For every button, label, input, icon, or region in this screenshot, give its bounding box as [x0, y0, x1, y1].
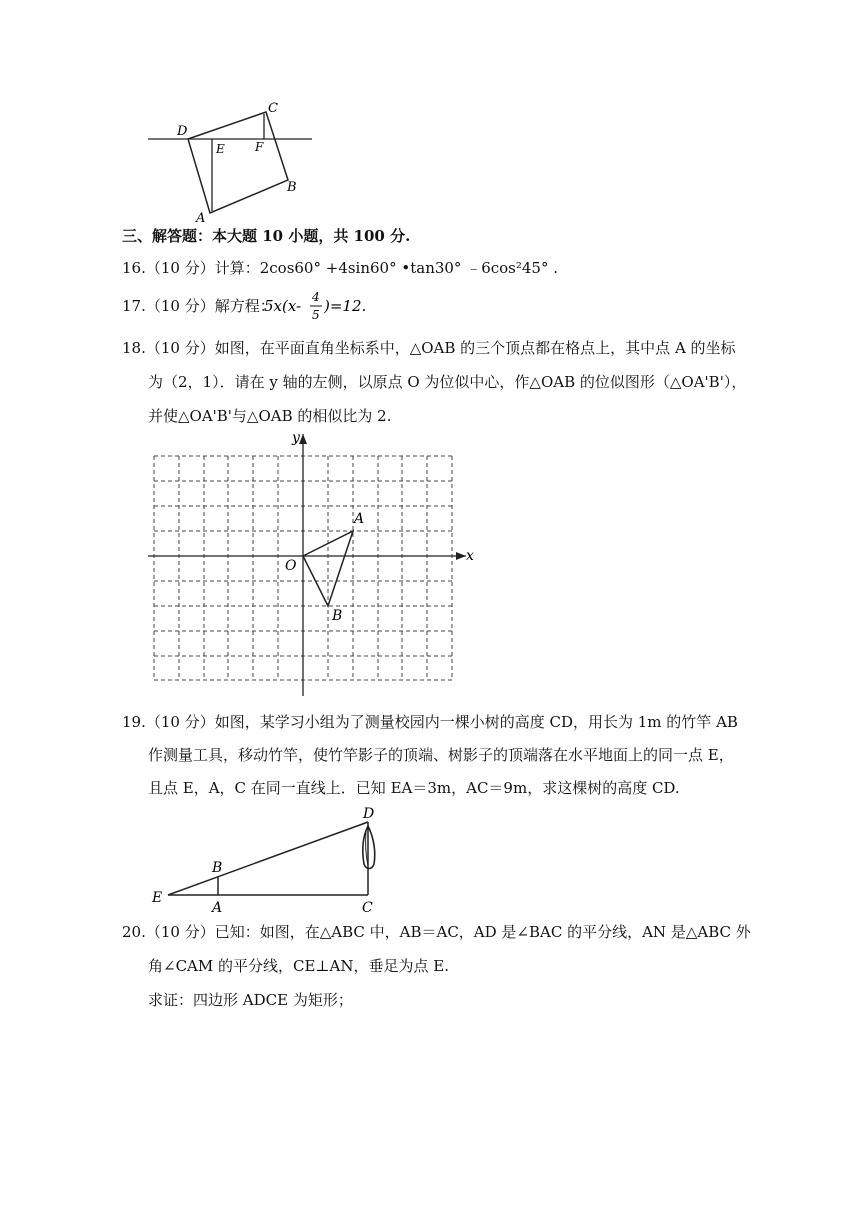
- fig19-label-b: B: [212, 860, 223, 876]
- q17-number: 17.: [122, 297, 146, 315]
- q17-text: 解方程：: [214, 297, 275, 315]
- q18-score: （10 分）: [145, 339, 215, 357]
- q16-score: （10 分）: [145, 259, 215, 277]
- q16-number: 16.: [122, 259, 146, 277]
- q19-number: 19.: [122, 713, 146, 731]
- svg-text:)=12.: )=12.: [324, 297, 367, 315]
- question-18-line-3: 并使△OA'B'与△OAB 的相似比为 2.: [148, 407, 392, 425]
- q20-number: 20.: [122, 923, 146, 941]
- fig19-label-a: A: [212, 900, 223, 916]
- q17-equation: [262, 286, 367, 326]
- svg-text:5x(x-: 5x(x-: [264, 297, 302, 315]
- fig19-label-c: C: [362, 900, 373, 916]
- fig18-label-b: B: [332, 608, 343, 624]
- question-19-line-3: 且点 E，A，C 在同一直线上．已知 EA＝3m，AC＝9m，求这棵树的高度 CD.: [148, 779, 680, 797]
- fig18-label-x: x: [466, 548, 474, 564]
- q18-number: 18.: [122, 339, 146, 357]
- question-16: [122, 258, 558, 278]
- q17-score: （10 分）: [145, 297, 215, 315]
- q19-score: （10 分）: [145, 713, 215, 731]
- question-17: [122, 296, 275, 316]
- fig15-label-e: E: [216, 142, 225, 156]
- q16-text: 计算：2cos60° +4sin60° •tan30° ﹣6cos²45° .: [214, 259, 559, 277]
- fig18-label-o: O: [285, 558, 297, 574]
- question-18-line-1: [122, 338, 736, 358]
- question-20-line-1: [122, 922, 751, 942]
- figure-19-tree-measurement: [144, 802, 394, 914]
- fig15-label-b: B: [287, 180, 297, 195]
- svg-text:4: 4: [312, 290, 320, 304]
- fig19-label-d: D: [363, 806, 375, 822]
- fig19-label-e: E: [152, 890, 163, 906]
- fig15-label-f: F: [255, 140, 264, 154]
- question-20-line-3: 求证：四边形 ADCE 为矩形；: [148, 991, 353, 1009]
- question-19-line-2: 作测量工具，移动竹竿，使竹竿影子的顶端、树影子的顶端落在水平地面上的同一点 E，: [148, 746, 734, 764]
- question-19-line-1: [122, 712, 738, 732]
- question-18-line-2: 为（2，1）．请在 y 轴的左侧，以原点 O 为位似中心，作△OAB 的位似图形（△OA'B'），: [148, 373, 747, 391]
- figure-18-coordinate-grid: [140, 428, 480, 700]
- figure-15: [140, 98, 330, 226]
- q20-score: （10 分）: [145, 923, 215, 941]
- svg-text:5: 5: [312, 308, 320, 322]
- fig18-label-y: y: [292, 430, 300, 446]
- fig18-label-a: A: [354, 511, 365, 527]
- question-20-line-2: 角∠CAM 的平分线，CE⊥AN，垂足为点 E.: [148, 957, 449, 975]
- q20-line-1-text: 已知：如图，在△ABC 中，AB＝AC，AD 是∠BAC 的平分线，AN 是△ABC 外: [214, 923, 751, 941]
- fig15-label-c: C: [268, 101, 278, 116]
- q18-line-1-text: 如图，在平面直角坐标系中，△OAB 的三个顶点都在格点上，其中点 A 的坐标: [214, 339, 736, 357]
- section-3-heading: 三、解答题：本大题 10 小题，共 100 分.: [122, 227, 411, 245]
- fig15-label-a: A: [196, 211, 206, 226]
- q19-line-1-text: 如图，某学习小组为了测量校园内一棵小树的高度 CD，用长为 1m 的竹竿 AB: [214, 713, 738, 731]
- fig15-label-d: D: [177, 124, 188, 139]
